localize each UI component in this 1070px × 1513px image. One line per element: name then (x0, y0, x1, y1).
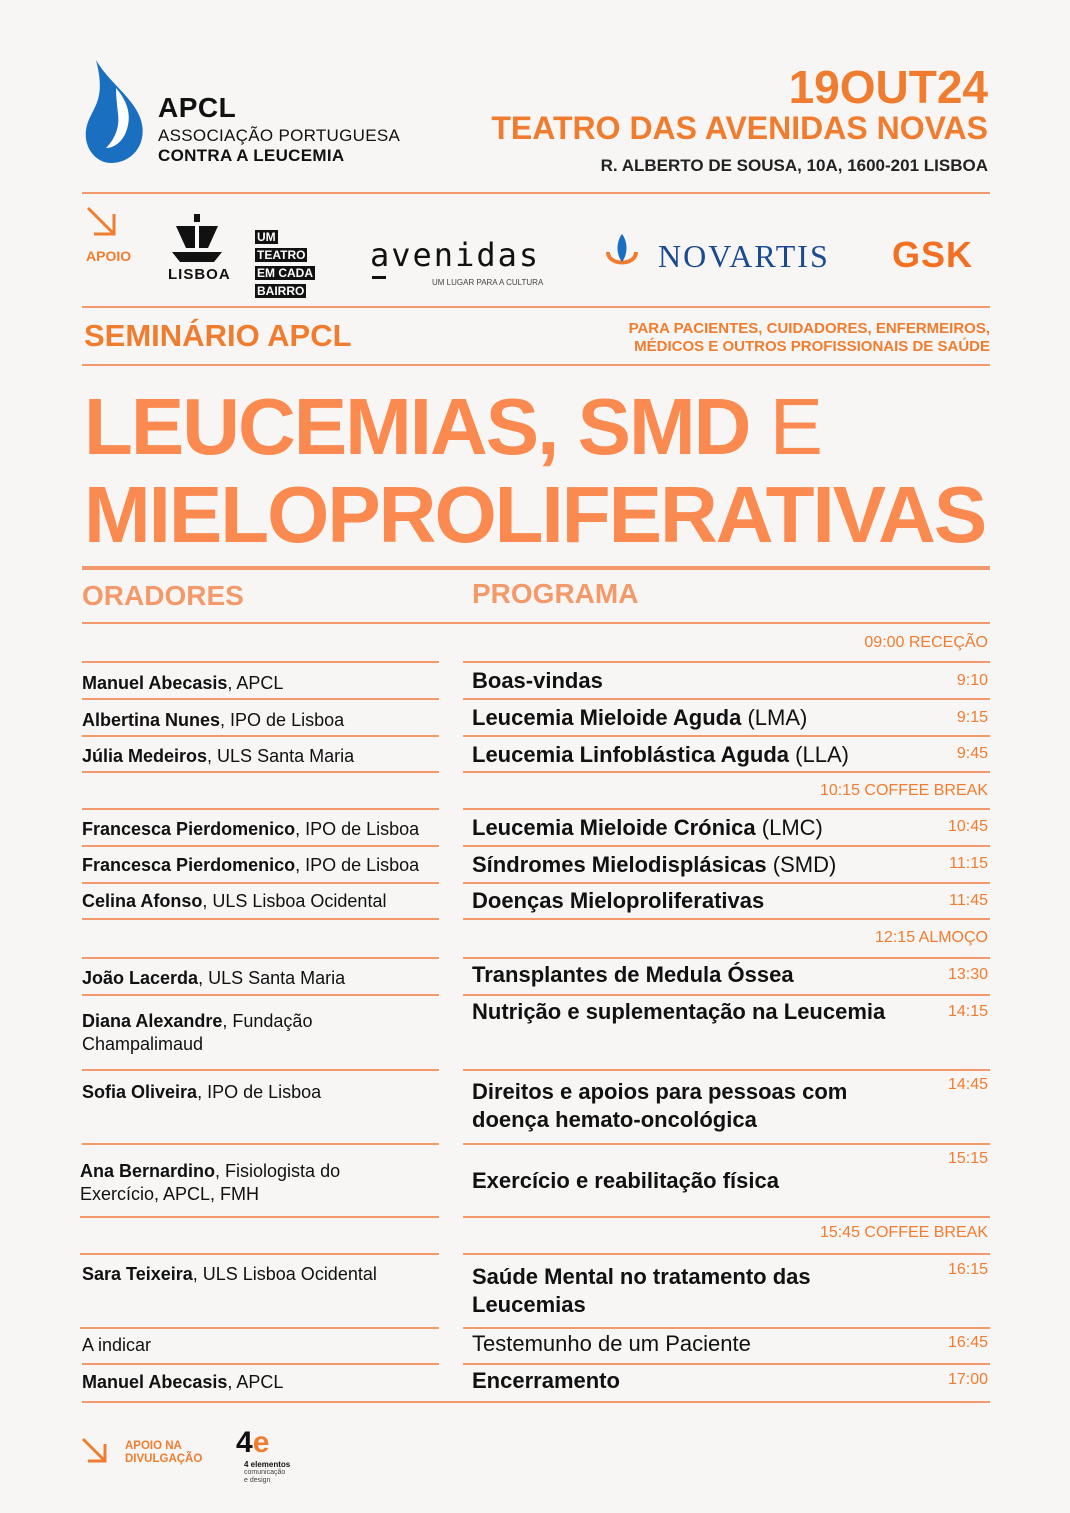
speaker-row: Júlia Medeiros, ULS Santa Maria (82, 746, 355, 766)
divider (82, 1401, 990, 1403)
lisboa-ship-icon (168, 212, 226, 266)
program-item: Exercício e reabilitação física (472, 1168, 779, 1193)
program-item: Saúde Mental no tratamento das Leucemias (472, 1264, 811, 1317)
break-coffee-1: 10:15 COFFEE BREAK (819, 782, 988, 799)
row-separator (463, 1253, 990, 1255)
row-separator (463, 845, 990, 847)
program-item: Nutrição e suplementação na Leucemia (472, 999, 886, 1024)
row-separator (463, 1216, 990, 1218)
avenidas-logo-sub: UM LUGAR PARA A CULTURA (432, 278, 544, 287)
row-separator (80, 1216, 439, 1218)
row-separator (463, 1143, 990, 1145)
program-item: Síndromes Mielodisplásicas (SMD) (472, 852, 837, 877)
row-separator (82, 1143, 439, 1145)
event-venue: TEATRO DAS AVENIDAS NOVAS (491, 110, 988, 146)
row-separator (82, 994, 439, 996)
speaker-row: A indicar (82, 1335, 152, 1355)
apcl-logo-sub-1: ASSOCIAÇÃO PORTUGUESA (158, 126, 401, 145)
program-item: Leucemia Mieloide Aguda (LMA) (472, 705, 808, 730)
row-separator (463, 661, 990, 663)
event-date: 19OUT24 (788, 61, 988, 113)
apcl-logo-title: APCL (158, 92, 237, 123)
row-separator (463, 808, 990, 810)
divider (82, 192, 990, 194)
divider (82, 622, 990, 624)
program-time: 11:45 (949, 892, 988, 909)
program-heading: PROGRAMA (472, 578, 639, 609)
arrow-down-right-icon (80, 1436, 110, 1466)
program-item: Transplantes de Medula Óssea (472, 962, 794, 987)
row-separator (82, 661, 439, 663)
divider-thick (82, 566, 990, 570)
headline-line-1: LEUCEMIAS, SMD E (84, 382, 821, 471)
speaker-row: Francesca Pierdomenico, IPO de Lisboa (82, 819, 420, 839)
avenidas-logo-mark (372, 276, 386, 279)
footer-support-label: APOIO NA DIVULGAÇÃO (125, 1440, 203, 1465)
row-separator (463, 771, 990, 773)
program-time: 9:15 (956, 709, 988, 726)
seminar-audience: PARA PACIENTES, CUIDADORES, ENFERMEIROS, MÉDICOS E OUTROS PROFISSIONAIS DE SAÚDE (628, 320, 990, 355)
headline-line-2: MIELOPROLIFERATIVAS (84, 470, 986, 559)
apcl-logo-sub-2: CONTRA A LEUCEMIA (158, 146, 345, 165)
program-time: 16:15 (947, 1261, 988, 1278)
four-elements-name: 4 elementos (244, 1460, 291, 1469)
four-elements-sub: comunicação e design (244, 1469, 286, 1484)
row-separator (463, 1363, 990, 1365)
row-separator (80, 1327, 439, 1329)
novartis-logo-text: NOVARTIS (658, 238, 830, 274)
break-coffee-2: 15:45 COFFEE BREAK (819, 1224, 988, 1241)
program-item: Boas-vindas (472, 668, 603, 693)
speaker-row: Ana Bernardino, Fisiologista do Exercício, APCL, FMH (80, 1161, 341, 1204)
break-reception: 09:00 RECEÇÃO (864, 634, 988, 651)
row-separator (82, 771, 439, 773)
novartis-flame-icon (604, 232, 640, 272)
speaker-row: João Lacerda, ULS Santa Maria (82, 968, 346, 988)
program-item: Testemunho de um Paciente (472, 1331, 751, 1356)
row-separator (82, 808, 439, 810)
arrow-down-right-icon (84, 204, 120, 240)
program-item: Doenças Mieloproliferativas (472, 888, 765, 913)
row-separator (463, 698, 990, 700)
row-separator (463, 735, 990, 737)
speaker-row: Diana Alexandre, Fundação Champalimaud (82, 1011, 313, 1054)
row-separator (463, 918, 990, 920)
speaker-row: Manuel Abecasis, APCL (82, 673, 284, 693)
program-time: 9:10 (956, 672, 988, 689)
speaker-row: Manuel Abecasis, APCL (82, 1372, 284, 1392)
row-separator (463, 994, 990, 996)
speaker-row: Sofia Oliveira, IPO de Lisboa (82, 1082, 322, 1102)
program-item: Leucemia Mieloide Crónica (LMC) (472, 815, 823, 840)
apoio-label: APOIO (86, 248, 132, 264)
row-separator (82, 845, 439, 847)
speaker-row: Celina Afonso, ULS Lisboa Ocidental (82, 891, 387, 911)
divider (82, 364, 990, 366)
gsk-logo-text: GSK (892, 234, 974, 275)
row-separator (463, 882, 990, 884)
row-separator (82, 735, 439, 737)
divider (82, 306, 990, 308)
program-item: Leucemia Linfoblástica Aguda (LLA) (472, 742, 849, 767)
program-time: 11:15 (949, 855, 988, 872)
program-time: 17:00 (947, 1371, 988, 1388)
apcl-drop-icon (82, 58, 154, 166)
program-time: 14:45 (947, 1076, 988, 1093)
row-separator (82, 918, 439, 920)
program-time: 14:15 (947, 1003, 988, 1020)
four-elements-logo: 4e (236, 1426, 270, 1459)
speaker-row: Francesca Pierdomenico, IPO de Lisboa (82, 855, 420, 875)
row-separator (463, 1327, 990, 1329)
break-lunch: 12:15 ALMOÇO (875, 929, 988, 946)
program-time: 16:45 (947, 1334, 988, 1351)
row-separator (82, 698, 439, 700)
speakers-heading: ORADORES (82, 580, 244, 611)
program-item: Encerramento (472, 1368, 620, 1393)
program-time: 9:45 (956, 745, 988, 762)
row-separator (82, 1363, 439, 1365)
program-time: 10:45 (947, 818, 988, 835)
program-item: Direitos e apoios para pessoas com doença hemato-oncológica (472, 1079, 848, 1132)
program-time: 15:15 (947, 1150, 988, 1167)
row-separator (82, 882, 439, 884)
speaker-row: Sara Teixeira, ULS Lisboa Ocidental (82, 1264, 377, 1284)
row-separator (463, 957, 990, 959)
row-separator (463, 1069, 990, 1071)
avenidas-logo-text: avenidas (370, 236, 541, 274)
lisboa-logo-text: LISBOA (168, 266, 231, 283)
row-separator (82, 1069, 439, 1071)
event-address: R. ALBERTO DE SOUSA, 10A, 1600-201 LISBOA (600, 156, 988, 175)
teatro-logo: UM TEATRO EM CADA BAIRRO (257, 230, 313, 298)
row-separator (82, 957, 439, 959)
row-separator (80, 1253, 439, 1255)
seminar-title: SEMINÁRIO APCL (84, 318, 352, 353)
speaker-row: Albertina Nunes, IPO de Lisboa (82, 710, 345, 730)
program-time: 13:30 (947, 966, 988, 983)
